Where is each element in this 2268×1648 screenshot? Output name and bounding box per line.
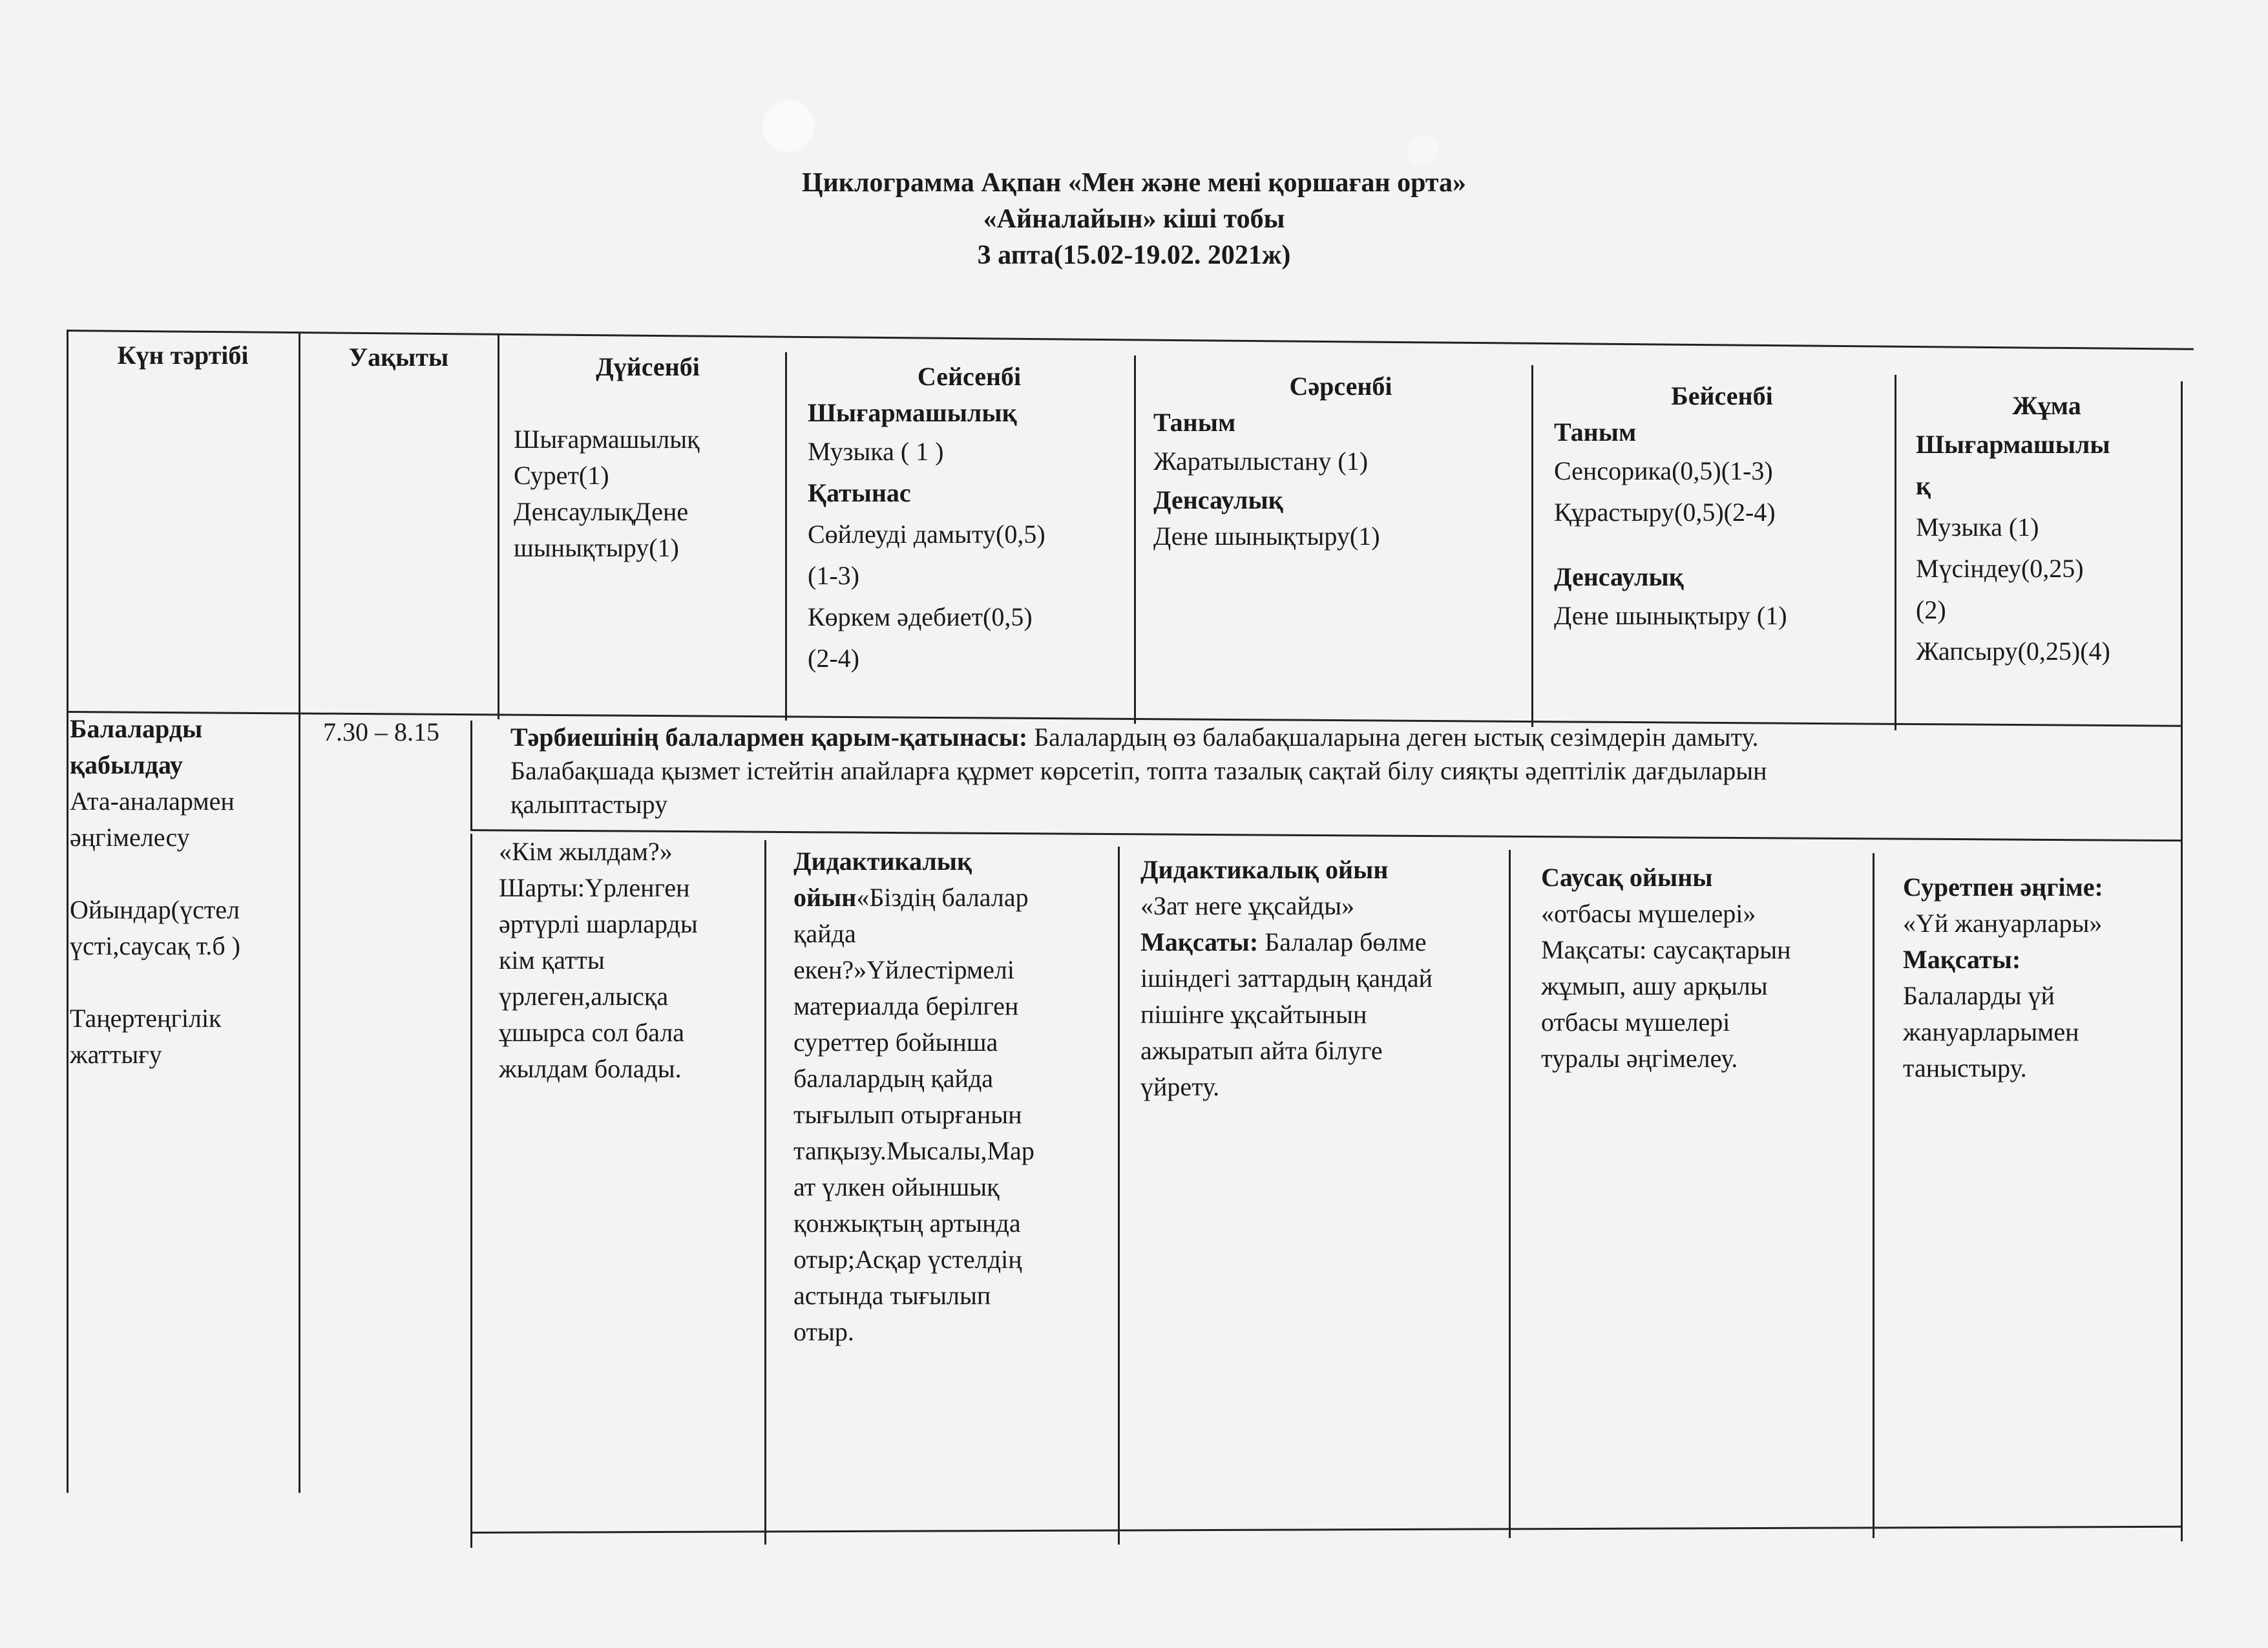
activity-text: Балалар бөлме: [1258, 927, 1427, 956]
thursday-line: Құрастыру(0,5)(2-4): [1554, 498, 1776, 527]
tuesday-subject: Қатынас: [808, 478, 911, 507]
activity-line: ат үлкен ойыншық: [793, 1172, 1000, 1201]
col-divider-3: [785, 352, 787, 721]
tuesday-line: Музыка ( 1 ): [808, 437, 944, 466]
wednesday-subject: Денсаулық: [1153, 485, 1283, 514]
banner-left-rule: [470, 721, 472, 830]
activity-tuesday: [793, 843, 1117, 1350]
activity-heading: Дидактикалық ойын: [1140, 855, 1389, 884]
table-border-right: [2181, 381, 2183, 1541]
col-divider-2: [498, 335, 499, 719]
punch-hole: [1405, 132, 1441, 168]
activity-line: жануарларымен: [1903, 1017, 2079, 1046]
activity-line: тығылып отырғанын: [793, 1100, 1022, 1129]
tuesday-line: Сөйлеуді дамыту(0,5): [808, 520, 1045, 549]
title-line-1: Циклограмма Ақпан «Мен және мені қоршаған орта»: [801, 168, 1467, 198]
activity-friday: [1903, 869, 2178, 1086]
activity-heading: ойын: [793, 883, 857, 912]
activity-line: ажыратып айта білуге: [1140, 1036, 1383, 1065]
tuesday-day: Сейсенбі: [917, 362, 1022, 391]
activity-line: «Кім жылдам?»: [499, 837, 673, 866]
thursday-subject: Таным: [1554, 417, 1637, 447]
regime-line: жаттығу: [70, 1040, 162, 1069]
header-time-label: Уақыты: [348, 343, 449, 372]
header-regime-label: Күн тәртібі: [117, 341, 249, 370]
tuesday-line: (2-4): [808, 644, 859, 673]
col-divider-5b: [1509, 850, 1511, 1538]
wednesday-subject: Таным: [1153, 408, 1236, 437]
regime-title: қабылдау: [70, 750, 183, 779]
monday-line: шынықтыру(1): [514, 533, 679, 562]
activity-heading: Суретпен әңгіме:: [1903, 872, 2103, 902]
activity-text: «Біздің балалар: [856, 883, 1029, 912]
activity-line: үрлеген,алысқа: [499, 982, 669, 1011]
col-divider-5: [1531, 365, 1533, 727]
table-border-left: [67, 330, 68, 1493]
regime-line: әңгімелесу: [70, 823, 190, 852]
col-divider-6b: [1873, 853, 1874, 1538]
teacher-communication-banner: [510, 721, 2181, 821]
document-title: [0, 165, 2268, 273]
activity-line: таныстыру.: [1903, 1053, 2027, 1083]
activity-line: тапқызу.Мысалы,Мар: [793, 1136, 1034, 1165]
activity-line: үйрету.: [1140, 1072, 1220, 1101]
col-divider-4: [1134, 355, 1136, 724]
activity-line: суреттер бойынша: [793, 1028, 998, 1057]
col-divider-1: [299, 333, 300, 1493]
regime-title: Балаларды: [70, 714, 203, 743]
banner-heading: Тәрбиешінің балалармен қарым-қатынасы:: [510, 723, 1028, 752]
banner-line-2: Балабақшада қызмет істейтін апайларға құрмет көрсетіп, топта тазалық сақтай білу сияқты әдептілік дағдыларын: [510, 756, 1767, 785]
table-border-bottom: [470, 1526, 2181, 1534]
activity-line: кім қатты: [499, 945, 605, 975]
activity-line: екен?»Үйлестірмелі: [793, 955, 1014, 984]
row-time: [323, 714, 468, 750]
activity-line: [1140, 924, 1509, 960]
banner-line-3: қалыптастыру: [510, 790, 668, 819]
col-divider-6: [1895, 375, 1896, 730]
thursday-day: Бейсенбі: [1671, 381, 1773, 410]
header-regime: [70, 337, 296, 374]
activity-monday: [499, 834, 761, 1087]
regime-line: Ата-аналармен: [70, 787, 235, 816]
activity-line: Мақсаты: саусақтарын: [1541, 935, 1791, 964]
wednesday-line: Жаратылыстану (1): [1153, 447, 1369, 476]
activity-line: «отбасы мүшелері»: [1541, 899, 1756, 928]
time-range: 7.30 – 8.15: [323, 717, 439, 746]
activity-line: отыр;Асқар үстелдің: [793, 1245, 1022, 1274]
title-line-3: 3 апта(15.02-19.02. 2021ж): [977, 240, 1291, 270]
monday-line: Сурет(1): [514, 461, 609, 490]
regime-line: Таңертеңгілік: [70, 1004, 222, 1033]
activity-line: Балаларды үй: [1903, 981, 2055, 1010]
monday-day: Дүйсенбі: [596, 352, 700, 381]
wednesday-line: Дене шынықтыру(1): [1153, 522, 1380, 551]
friday-line: Мүсіндеу(0,25): [1916, 554, 2084, 583]
activity-wednesday: [1140, 852, 1509, 1105]
activity-heading: Дидактикалық: [793, 847, 972, 876]
header-wednesday: [1153, 368, 1528, 555]
col-divider-3b: [764, 840, 766, 1545]
activity-line: астында тығылып: [793, 1281, 991, 1310]
activity-line: қонжықтың артында: [793, 1209, 1021, 1238]
header-tuesday: [808, 359, 1131, 679]
activity-line: ішіндегі заттардың қандай: [1140, 964, 1433, 993]
friday-day: Жұма: [2012, 391, 2081, 420]
activity-line: жылдам болады.: [499, 1054, 682, 1083]
activity-line: ұшырса сол бала: [499, 1018, 685, 1047]
activity-heading: Мақсаты:: [1903, 945, 2021, 974]
title-line-2: «Айналайын» кіші тобы: [983, 204, 1285, 234]
activity-line: туралы әңгімелеу.: [1541, 1044, 1738, 1073]
activity-line: балалардың қайда: [793, 1064, 994, 1093]
monday-line: Шығармашылық: [514, 425, 700, 454]
wednesday-day: Сәрсенбі: [1289, 372, 1392, 401]
regime-line: үсті,саусақ т.б ): [70, 931, 240, 960]
header-time: [302, 339, 495, 375]
punch-hole: [759, 97, 817, 155]
activity-line: «Үй жануарлары»: [1903, 909, 2103, 938]
row-regime: [70, 711, 296, 1073]
activity-thursday: [1541, 860, 1871, 1077]
col-divider-4b: [1118, 847, 1120, 1545]
friday-subject-cont: қ: [1916, 471, 1931, 500]
header-thursday: [1554, 378, 1890, 637]
monday-line: ДенсаулықДене: [514, 497, 689, 526]
tuesday-line: (1-3): [808, 561, 859, 590]
header-monday: [514, 349, 782, 566]
friday-subject: Шығармашылы: [1916, 430, 2110, 459]
tuesday-subject: Шығармашылық: [808, 398, 1017, 427]
tuesday-line: Көркем әдебиет(0,5): [808, 602, 1033, 631]
activity-line: жұмып, ашу арқылы: [1541, 971, 1768, 1000]
activity-line: [793, 880, 1117, 916]
col-divider-2b: [470, 834, 472, 1548]
activity-line: материалда берілген: [793, 991, 1019, 1020]
activity-line: Шарты:Үрленген: [499, 873, 690, 902]
activity-heading: Мақсаты:: [1140, 927, 1259, 956]
banner-text: Балалардың өз балабақшаларына деген ыстық сезімдерін дамыту.: [1027, 723, 1759, 752]
activity-line: «Зат неге ұқсайды»: [1140, 891, 1355, 920]
activity-heading: Саусақ ойыны: [1541, 863, 1713, 892]
header-friday: [1916, 388, 2178, 672]
friday-line: Жапсыру(0,25)(4): [1916, 637, 2110, 666]
activity-line: әртүрлі шарларды: [499, 909, 698, 938]
activity-line: пішінге ұқсайтынын: [1140, 1000, 1367, 1029]
friday-line: Музыка (1): [1916, 512, 2039, 542]
activity-line: қайда: [793, 919, 856, 948]
thursday-line: Сенсорика(0,5)(1-3): [1554, 456, 1773, 485]
friday-line: (2): [1916, 595, 1946, 624]
banner-line-1: [510, 721, 2181, 754]
activity-line: отбасы мүшелері: [1541, 1008, 1730, 1037]
regime-line: Ойындар(үстел: [70, 895, 240, 924]
activity-line: отыр.: [793, 1317, 854, 1346]
thursday-subject: Денсаулық: [1554, 562, 1684, 591]
thursday-line: Дене шынықтыру (1): [1554, 601, 1787, 630]
